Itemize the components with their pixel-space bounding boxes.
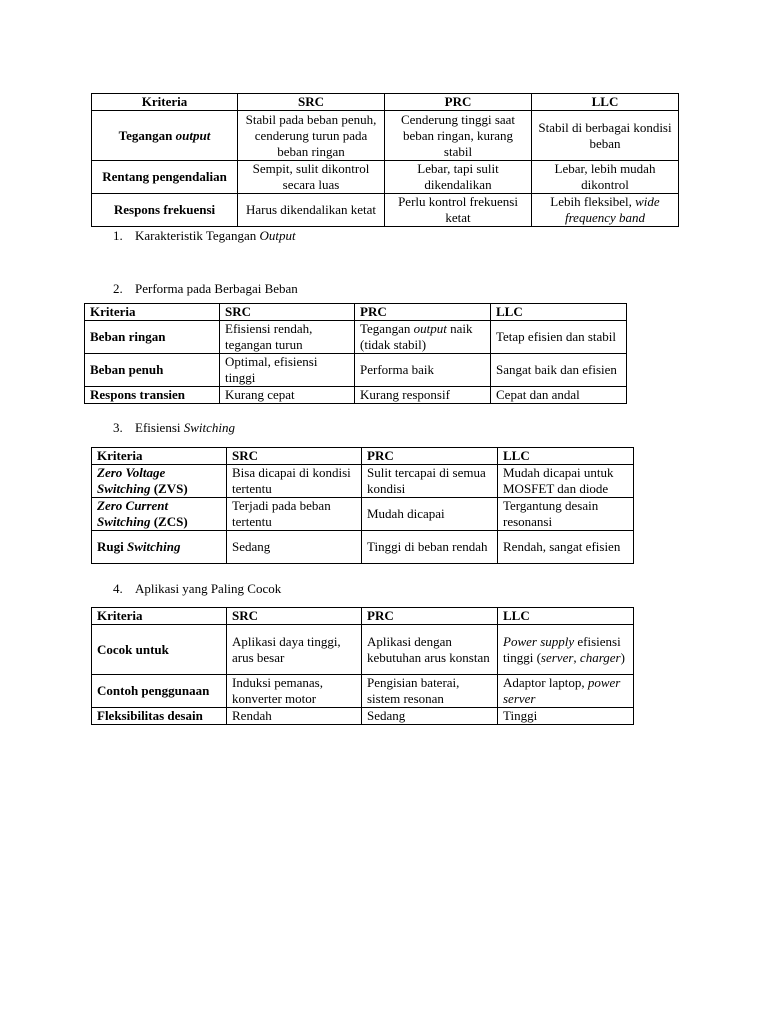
table-cell: Lebih fleksibel, wide frequency band [532, 194, 679, 227]
table-cell: Harus dikendalikan ketat [238, 194, 385, 227]
table-karakteristik-tegangan [91, 93, 679, 227]
table-cell: Tergantung desain resonansi [498, 498, 634, 531]
table-cell: Bisa dicapai di kondisi tertentu [227, 465, 362, 498]
table-cell: Mudah dicapai untuk MOSFET dan diode [498, 465, 634, 498]
column-header: Kriteria [92, 448, 227, 465]
row-label: Beban ringan [85, 321, 220, 354]
table-header-row [92, 94, 679, 111]
column-header: LLC [498, 608, 634, 625]
table-cell: Tegangan output naik (tidak stabil) [355, 321, 491, 354]
table-cell: Stabil pada beban penuh, cenderung turun pada beban ringan [238, 111, 385, 161]
column-header: PRC [362, 608, 498, 625]
row-label: Respons transien [85, 387, 220, 404]
table-performa-beban [84, 303, 627, 404]
table-cell: Lebar, tapi sulit dikendalikan [385, 161, 532, 194]
table-efisiensi-switching [91, 447, 634, 564]
column-header: LLC [491, 304, 627, 321]
column-header: SRC [227, 608, 362, 625]
table-cell: Aplikasi daya tinggi, arus besar [227, 625, 362, 675]
table-cell: Cenderung tinggi saat beban ringan, kurang stabil [385, 111, 532, 161]
table-row [92, 465, 634, 498]
table-cell: Pengisian baterai, sistem resonan [362, 675, 498, 708]
caption-3: 3. Efisiensi Switching [113, 420, 236, 435]
column-header: SRC [227, 448, 362, 465]
column-header: PRC [385, 94, 532, 111]
table-cell: Induksi pemanas, konverter motor [227, 675, 362, 708]
column-header: Kriteria [92, 608, 227, 625]
table-cell: Perlu kontrol frekuensi ketat [385, 194, 532, 227]
table-cell: Rendah [227, 708, 362, 725]
table-cell: Stabil di berbagai kondisi beban [532, 111, 679, 161]
table-row [92, 498, 634, 531]
table-row [85, 387, 627, 404]
column-header: PRC [355, 304, 491, 321]
table-cell: Sulit tercapai di semua kondisi [362, 465, 498, 498]
row-label: Beban penuh [85, 354, 220, 387]
table-cell: Optimal, efisiensi tinggi [220, 354, 355, 387]
table-row [92, 531, 634, 564]
table-cell: Sangat baik dan efisien [491, 354, 627, 387]
row-label: Rugi Switching [92, 531, 227, 564]
table-row [85, 321, 627, 354]
column-header: SRC [220, 304, 355, 321]
table-cell: Rendah, sangat efisien [498, 531, 634, 564]
table-cell: Power supply efisiensi tinggi (server, charger) [498, 625, 634, 675]
table-cell: Mudah dicapai [362, 498, 498, 531]
table-aplikasi [91, 607, 634, 725]
column-header: Kriteria [85, 304, 220, 321]
column-header: LLC [498, 448, 634, 465]
caption-1: 1. Karakteristik Tegangan Output [113, 228, 296, 243]
caption-2: 2. Performa pada Berbagai Beban [113, 281, 298, 296]
row-label: Rentang pengendalian [92, 161, 238, 194]
table-row [92, 708, 634, 725]
table-cell: Tetap efisien dan stabil [491, 321, 627, 354]
table-cell: Sedang [362, 708, 498, 725]
table-header-row [85, 304, 627, 321]
caption-4: 4. Aplikasi yang Paling Cocok [113, 581, 282, 596]
table-cell: Sedang [227, 531, 362, 564]
table-cell: Performa baik [355, 354, 491, 387]
table-row [92, 675, 634, 708]
table-row [92, 625, 634, 675]
table-cell: Efisiensi rendah, tegangan turun [220, 321, 355, 354]
column-header: Kriteria [92, 94, 238, 111]
column-header: LLC [532, 94, 679, 111]
row-label: Fleksibilitas desain [92, 708, 227, 725]
row-label: Zero Voltage Switching (ZVS) [92, 465, 227, 498]
table-cell: Lebar, lebih mudah dikontrol [532, 161, 679, 194]
column-header: PRC [362, 448, 498, 465]
row-label: Tegangan output [92, 111, 238, 161]
row-label: Respons frekuensi [92, 194, 238, 227]
row-label: Cocok untuk [92, 625, 227, 675]
table-cell: Sempit, sulit dikontrol secara luas [238, 161, 385, 194]
table-row [85, 354, 627, 387]
table-cell: Kurang cepat [220, 387, 355, 404]
table-header-row [92, 608, 634, 625]
table-cell: Adaptor laptop, power server [498, 675, 634, 708]
table-row [92, 194, 679, 227]
table-cell: Terjadi pada beban tertentu [227, 498, 362, 531]
table-row [92, 161, 679, 194]
table-cell: Cepat dan andal [491, 387, 627, 404]
table-cell: Tinggi [498, 708, 634, 725]
table-row [92, 111, 679, 161]
table-cell: Kurang responsif [355, 387, 491, 404]
row-label: Zero Current Switching (ZCS) [92, 498, 227, 531]
table-header-row [92, 448, 634, 465]
column-header: SRC [238, 94, 385, 111]
table-cell: Aplikasi dengan kebutuhan arus konstan [362, 625, 498, 675]
table-cell: Tinggi di beban rendah [362, 531, 498, 564]
row-label: Contoh penggunaan [92, 675, 227, 708]
